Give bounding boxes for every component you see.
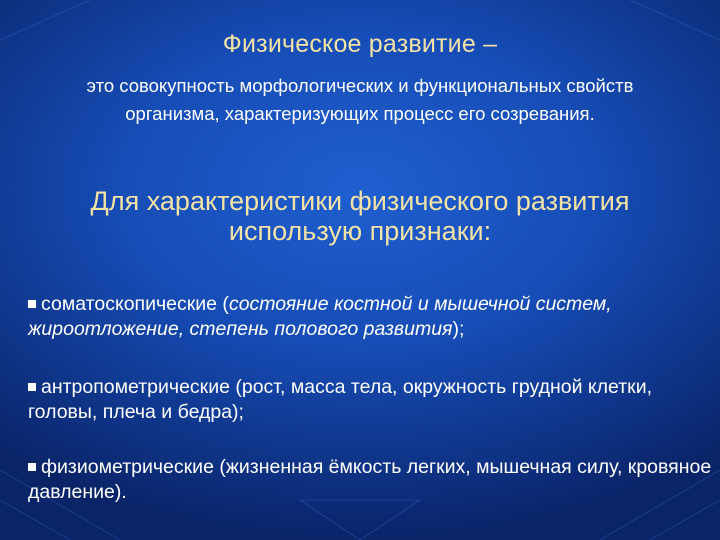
feature-item-physiometric bbox=[28, 455, 712, 505]
feature-item-somatoscopic bbox=[28, 292, 712, 342]
feature-detail: состояние костной и мышечной систем, жироотложение, степень полового развития bbox=[28, 293, 612, 340]
feature-name: соматоскопические bbox=[41, 293, 218, 315]
section-heading: Для характеристики физического развития использую признаки: bbox=[90, 186, 630, 246]
square-bullet-icon bbox=[28, 300, 36, 308]
square-bullet-icon bbox=[28, 463, 36, 471]
feature-text: физиометрические (жизненная ёмкость легких, мышечная силу, кровяное давление). bbox=[28, 456, 712, 503]
feature-open-paren: ( bbox=[217, 293, 229, 315]
feature-item-anthropometric bbox=[28, 375, 712, 425]
slide-title: Физическое развитие – bbox=[222, 30, 498, 58]
square-bullet-icon bbox=[28, 383, 36, 391]
feature-text: антропометрические (рост, масса тела, окружность грудной клетки, головы, плеча и бедра); bbox=[28, 376, 653, 423]
feature-close-paren: ); bbox=[452, 318, 465, 340]
definition-text: это совокупность морфологических и функциональных свойств организма, характеризующих процесс его созревания. bbox=[86, 75, 634, 124]
